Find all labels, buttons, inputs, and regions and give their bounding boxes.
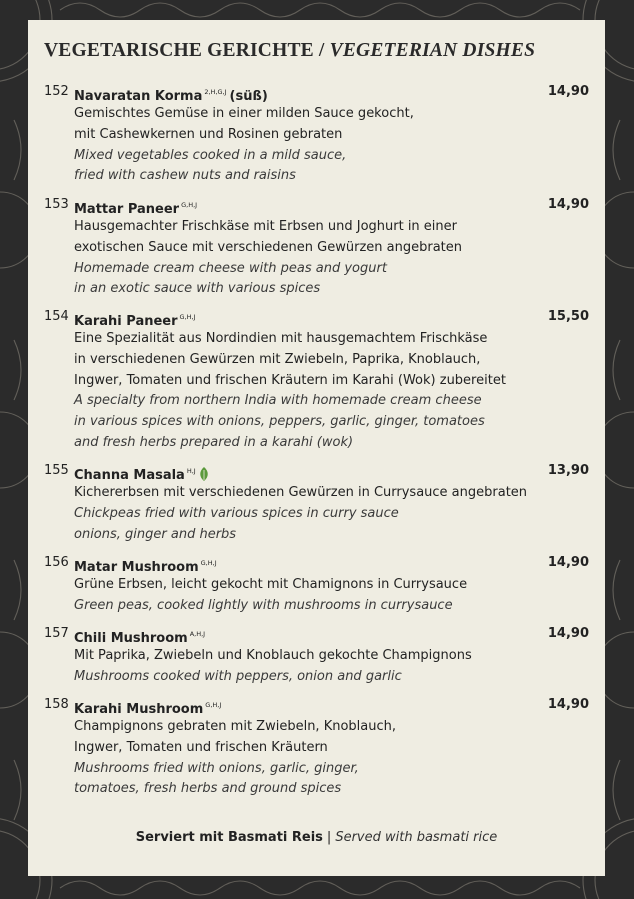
item-suffix: (süß) (229, 89, 268, 104)
item-name-text: Mattar Paneer (74, 202, 180, 217)
allergen-codes: G,H,J (205, 701, 222, 709)
description-de-line: in verschiedenen Gewürzen mit Zwiebeln, Paprika, Knoblauch, (74, 351, 481, 367)
description-de-line: Champignons gebraten mit Zwiebeln, Knoblauch, (74, 719, 397, 734)
allergen-codes: G,H,J (200, 559, 217, 567)
description-de-line: Mit Paprika, Zwiebeln und Knoblauch gekochte Champignons (74, 648, 472, 663)
item-description (74, 575, 467, 617)
description-de-line: Kichererbsen mit verschiedenen Gewürzen in Currysauce angebraten (74, 485, 528, 500)
item-description (74, 646, 472, 688)
description-en-line: Mushrooms fried with onions, garlic, ginger, (74, 760, 359, 776)
description-en-line: Green peas, cooked lightly with mushrooms in currysauce (74, 597, 453, 613)
item-name-text: Navaratan Korma (74, 89, 203, 104)
item-number: 158 (44, 697, 69, 712)
description-de-line: exotischen Sauce mit verschiedenen Gewürzen angebraten (74, 239, 462, 255)
description-de-line: Hausgemachter Frischkäse mit Erbsen und Joghurt in einer (74, 219, 457, 234)
description-en-line: and fresh herbs prepared in a karahi (wok) (74, 434, 354, 450)
item-price: 14,90 (547, 197, 589, 212)
item-name-text: Chili Mushroom (74, 631, 188, 646)
item-number: 157 (44, 626, 69, 641)
item-description (74, 104, 414, 187)
description-en-line: in various spices with onions, peppers, garlic, ginger, tomatoes (74, 414, 485, 430)
description-en-line: in an exotic sauce with various spices (74, 281, 321, 297)
description-en-line: Mushrooms cooked with peppers, onion and garlic (74, 668, 402, 684)
item-description (74, 717, 396, 800)
description-de-line: Grüne Erbsen, leicht gekocht mit Chamignons in Currysauce (74, 577, 468, 592)
item-price: 14,90 (547, 555, 589, 570)
item-name-text: Karahi Paneer (74, 314, 178, 329)
item-price: 14,90 (547, 697, 589, 712)
leaf-icon (199, 467, 209, 481)
page-title (44, 40, 535, 62)
item-number: 156 (44, 555, 69, 570)
description-en-line: onions, ginger and herbs (74, 526, 237, 542)
item-price: 14,90 (547, 626, 589, 641)
item-price: 15,50 (547, 309, 589, 324)
description-de-line: mit Cashewkernen und Rosinen gebraten (74, 126, 343, 142)
description-en-line: Chickpeas fried with various spices in curry sauce (74, 505, 399, 521)
footer-german: Serviert mit Basmati Reis (135, 830, 323, 845)
item-name-text: Karahi Mushroom (74, 702, 204, 717)
item-description (74, 329, 506, 454)
menu-panel (28, 20, 605, 876)
description-de-line: Eine Spezialität aus Nordindien mit hausgemachtem Frischkäse (74, 331, 488, 346)
item-price: 14,90 (547, 84, 589, 99)
description-de-line: Ingwer, Tomaten und frischen Kräutern (74, 739, 328, 755)
item-number: 154 (44, 309, 69, 324)
description-en-line: Mixed vegetables cooked in a mild sauce, (74, 147, 347, 163)
footer-english: Served with basmati rice (335, 830, 498, 845)
description-en-line: Homemade cream cheese with peas and yogurt (74, 260, 387, 276)
description-en-line: tomatoes, fresh herbs and ground spices (74, 781, 342, 797)
description-en-line: fried with cashew nuts and raisins (74, 168, 296, 184)
item-description (74, 483, 527, 545)
allergen-codes: G,H,J (181, 201, 198, 209)
description-de-line: Ingwer, Tomaten und frischen Kräutern im Karahi (Wok) zubereitet (74, 372, 506, 388)
title-german: VEGETARISCHE GERICHTE / (44, 40, 325, 61)
footer-note (28, 830, 605, 845)
title-english: VEGETERIAN DISHES (329, 40, 536, 61)
item-description (74, 217, 462, 300)
description-de-line: Gemischtes Gemüse in einer milden Sauce gekocht, (74, 106, 414, 121)
allergen-codes: 2,H,G,J (204, 88, 227, 96)
allergen-codes: A,H,J (189, 630, 206, 638)
item-number: 155 (44, 463, 69, 478)
allergen-codes: G,H,J (179, 313, 196, 321)
item-number: 152 (44, 84, 69, 99)
footer-separator: | (326, 830, 332, 845)
allergen-codes: H,J (186, 467, 196, 475)
description-en-line: A specialty from northern India with homemade cream cheese (74, 393, 482, 409)
item-name-text: Channa Masala (74, 468, 185, 483)
item-price: 13,90 (547, 463, 589, 478)
item-name-text: Matar Mushroom (74, 560, 199, 575)
item-number: 153 (44, 197, 69, 212)
